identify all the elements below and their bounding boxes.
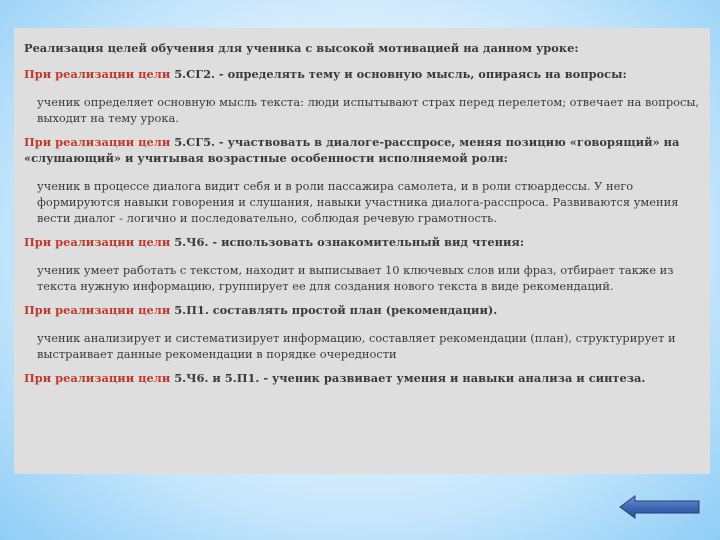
goal-prefix: При реализации цели — [24, 371, 171, 385]
goal-text: 5.П1. составлять простой план (рекомендации). — [170, 303, 498, 317]
left-arrow-icon — [619, 495, 701, 519]
bullet-item-2 — [24, 178, 714, 226]
goal-line-3 — [24, 234, 714, 250]
goal-prefix: При реализации цели — [24, 303, 171, 317]
goal-line-4 — [24, 302, 714, 318]
goal-prefix: При реализации цели — [24, 235, 171, 249]
goal-prefix: При реализации цели — [24, 135, 171, 149]
goal-text: 5.СГ5. - участвовать в диалоге-расспросе, меняя позицию «говорящий» на «слушающий» и учитывая возрастные особенности исполняемой роли: — [24, 135, 680, 165]
goal-line-final — [24, 370, 714, 386]
back-arrow-button[interactable] — [619, 495, 701, 519]
bullet-text: ученик анализирует и систематизирует информацию, составляет рекомендации (план), структурирует и выстраивает данные рекомендации в порядке очередности — [37, 331, 676, 361]
bullet-item-4 — [24, 330, 714, 362]
goal-line-1 — [24, 66, 714, 82]
bullet-item-1 — [24, 94, 714, 126]
bullet-text: ученик умеет работать с текстом, находит и выписывает 10 ключевых слов или фраз, отбирает также из текста нужную информацию, группирует ее для создания нового текста в виде рекомендаций. — [37, 263, 674, 293]
goal-line-2 — [24, 134, 714, 166]
bullet-item-3 — [24, 262, 714, 294]
bullet-text: ученик определяет основную мысль текста: люди испытывают страх перед перелетом; отвечает на вопросы, выходит на тему урока. — [37, 95, 700, 125]
goal-prefix: При реализации цели — [24, 67, 171, 81]
bullet-text: ученик в процессе диалога видит себя и в роли пассажира самолета, и в роли стюардессы. У него формируются навыки говорения и слушания, навыки участника диалога-расспроса. Развиваются умения вести диалог - логично и последовательно, соблюдая речевую грамотность. — [37, 179, 679, 225]
slide-content — [24, 40, 714, 398]
goal-text: 5.СГ2. - определять тему и основную мысль, опираясь на вопросы: — [170, 67, 627, 81]
slide-title: Реализация целей обучения для ученика с высокой мотивацией на данном уроке: — [24, 41, 579, 55]
goal-text: 5.Ч6. и 5.П1. - ученик развивает умения и навыки анализа и синтеза. — [170, 371, 646, 385]
goal-text: 5.Ч6. - использовать ознакомительный вид чтения: — [170, 235, 525, 249]
